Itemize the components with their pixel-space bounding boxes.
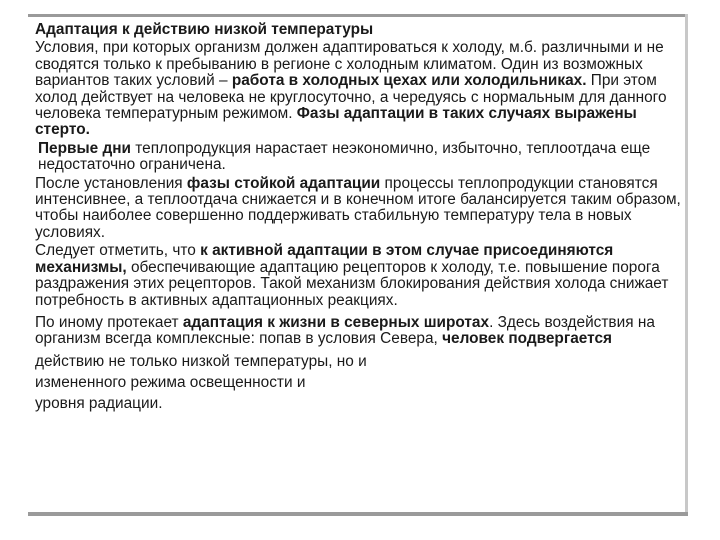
p4-text-2: обеспечивающие адаптацию рецепторов к холоду, т.е. повышение порога раздражения этих рецепторов. Такой механизм блокирования действия холода снижает потребность в активных адаптационных реакциях. — [35, 258, 669, 309]
paragraph-north — [35, 315, 683, 348]
p2-bold-1: Первые дни — [38, 139, 131, 157]
p1-bold-2: Фазы адаптации в таких случаях выражены стерто. — [35, 105, 637, 139]
frame-top-border — [28, 14, 688, 17]
paragraph-first-days — [35, 141, 683, 174]
slide-title — [35, 22, 683, 38]
p3-text-1: После установления — [35, 174, 187, 192]
slide-content — [35, 22, 683, 414]
frame-right-border — [685, 14, 688, 516]
p2-text-1: теплопродукция нарастает неэкономично, избыточно, теплоотдача еще недостаточно ограничена. — [38, 139, 651, 174]
p5-bold-1: адаптация к жизни в северных широтах — [182, 313, 490, 331]
p1-text-2: При этом холод действует на человека не круглосуточно, а чередуясь с нормальным для данного человека температурным режимом. — [35, 72, 667, 123]
p4-bold-1: к активной адаптации в этом случае присоединяются механизмы, — [35, 242, 614, 276]
p3-text-2: процессы теплопродукции становятся интенсивнее, а теплоотдача снижается и в конечном итоге балансируется таким образом, чтобы наиболее совершенно поддерживать стабильную температуру тела в новых условиях. — [35, 174, 681, 241]
p1-text-1: Условия, при которых организм должен адаптироваться к холоду, м.б. различными и не сводятся только к пребыванию в регионе с холодным климатом. Один из возможных вариантов таких условий – — [35, 39, 664, 90]
p5-bold-2: человек подвергается — [442, 330, 613, 348]
tail-line-1: действию не только низкой температуры, но и — [35, 352, 367, 370]
paragraph-stable-phase — [35, 176, 683, 242]
paragraph-receptors — [35, 243, 683, 309]
paragraph-tail — [35, 351, 683, 414]
p1-bold-1: работа в холодных цехах или холодильниках. — [231, 72, 587, 90]
p5-text-1: По иному протекает — [35, 313, 183, 331]
frame-bottom-border — [28, 512, 688, 516]
title-text: Адаптация к действию низкой температуры — [35, 21, 374, 38]
tail-line-3: уровня радиации. — [35, 394, 163, 412]
paragraph-conditions — [35, 40, 683, 138]
p3-bold-1: фазы стойкой адаптации — [186, 174, 381, 192]
p4-text-1: Следует отметить, что — [35, 242, 201, 260]
tail-line-2: измененного режима освещенности и — [35, 373, 306, 391]
p5-text-2: . Здесь воздействия на организм всегда комплексные: попав в условия Севера, — [35, 313, 655, 348]
